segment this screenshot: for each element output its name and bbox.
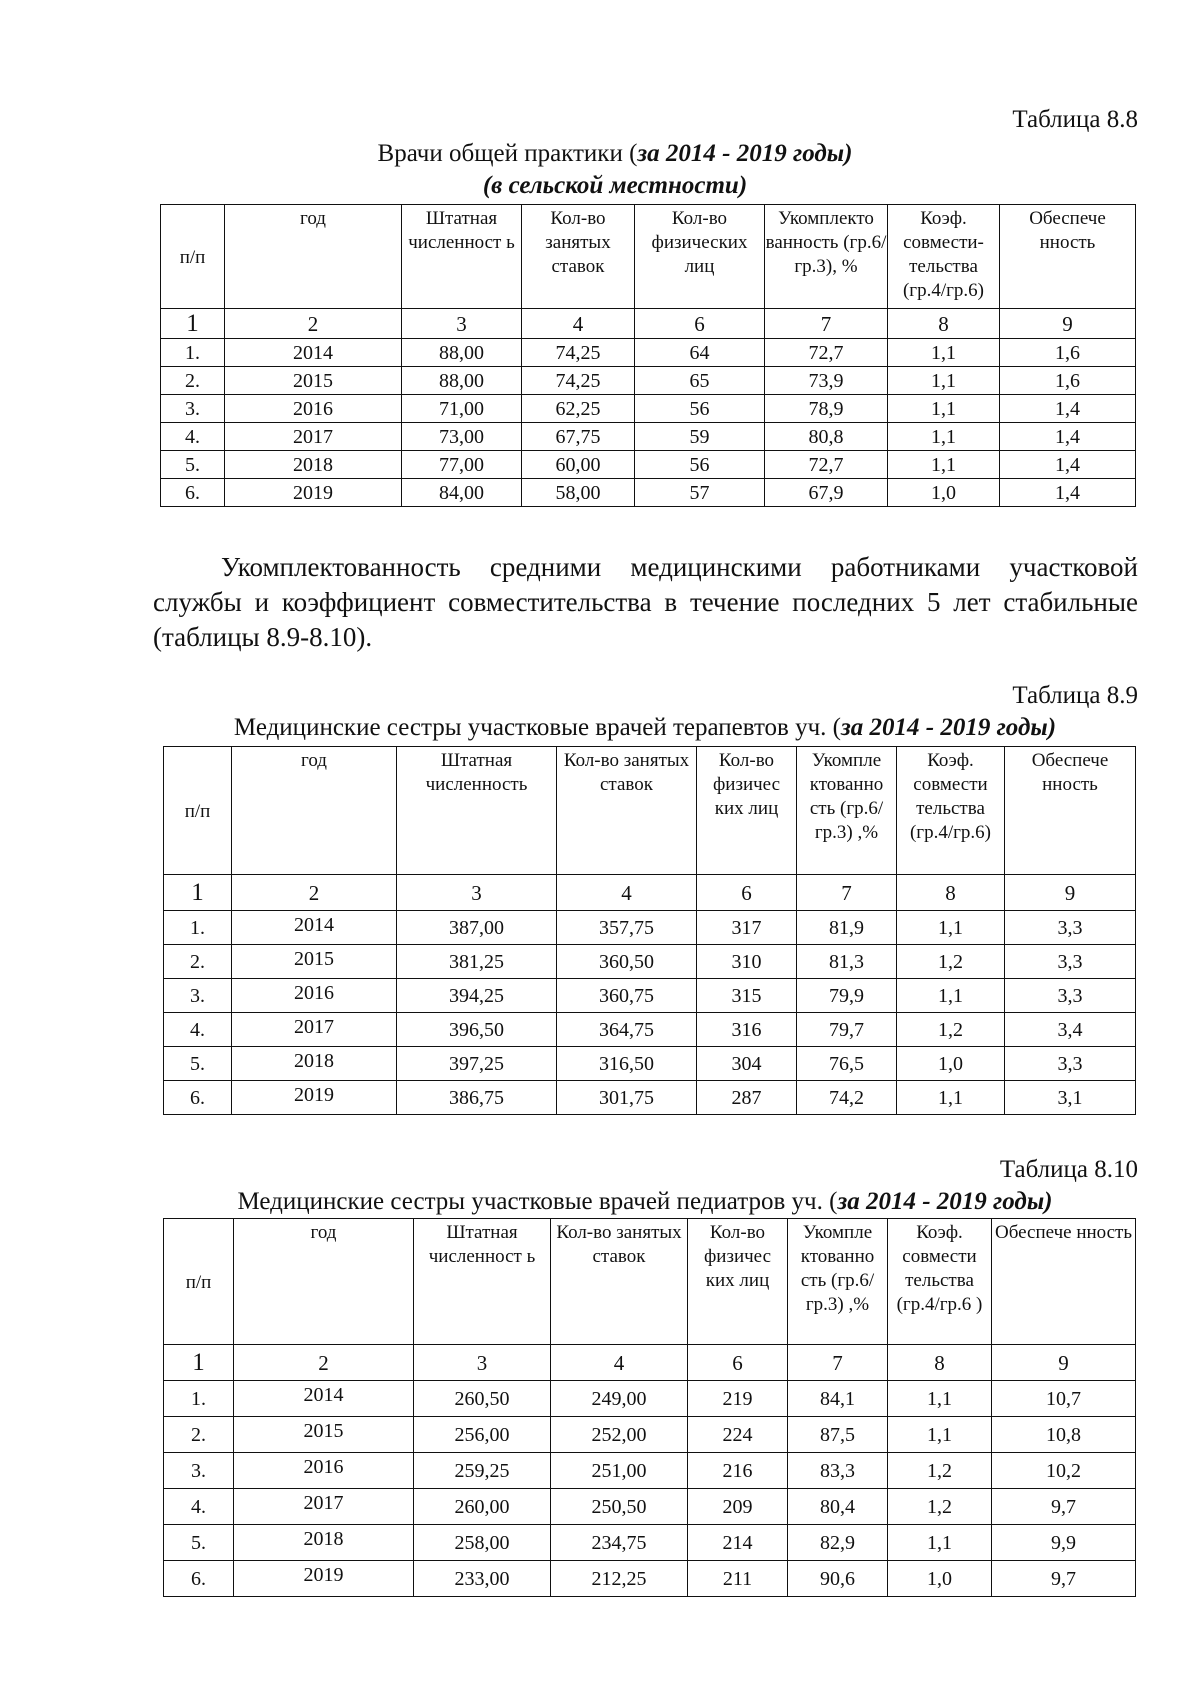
table-cell: 3,3 xyxy=(1005,979,1136,1013)
table-cell: 67,75 xyxy=(522,423,635,451)
table-8-9 xyxy=(163,746,1136,1115)
table-cell: 317 xyxy=(697,911,797,945)
table-cell: 249,00 xyxy=(551,1381,688,1417)
table-cell: 87,5 xyxy=(788,1417,888,1453)
table-cell: 2018 xyxy=(225,451,402,479)
table-row xyxy=(164,1381,1136,1417)
header-cell: Коэф. совмести тельства (гр.4/гр.6 ) xyxy=(888,1219,992,1345)
table-cell: 59 xyxy=(635,423,765,451)
table-cell: 2014 xyxy=(232,911,397,945)
table-title-text: Медицинские сестры участковые врачей терапевтов уч. ( xyxy=(233,714,841,741)
table-cell: 2018 xyxy=(232,1047,397,1081)
table-cell: 2016 xyxy=(234,1453,414,1489)
column-number-cell: 1 xyxy=(164,1345,234,1381)
table-cell: 79,9 xyxy=(797,979,897,1013)
header-cell: п/п xyxy=(164,747,232,875)
column-number-row xyxy=(164,1345,1136,1381)
table-cell: 2016 xyxy=(232,979,397,1013)
table-cell: 1,4 xyxy=(1000,479,1136,507)
column-number-row xyxy=(164,875,1136,911)
table-cell: 4. xyxy=(161,423,225,451)
table-cell: 56 xyxy=(635,395,765,423)
header-cell: п/п xyxy=(161,205,225,309)
table-cell: 74,25 xyxy=(522,367,635,395)
table-cell: 2019 xyxy=(232,1081,397,1115)
header-cell: год xyxy=(232,747,397,875)
table-cell: 77,00 xyxy=(402,451,522,479)
column-number-cell: 3 xyxy=(397,875,557,911)
table-cell: 315 xyxy=(697,979,797,1013)
table-cell: 1,2 xyxy=(888,1489,992,1525)
table-subtitle xyxy=(300,172,930,200)
table-title-text: Медицинские сестры участковые врачей педиатров уч. ( xyxy=(237,1188,838,1215)
table-cell: 58,00 xyxy=(522,479,635,507)
table-cell: 1,6 xyxy=(1000,367,1136,395)
table-cell: 78,9 xyxy=(765,395,888,423)
table-row xyxy=(164,979,1136,1013)
table-row xyxy=(164,1453,1136,1489)
table-cell: 252,00 xyxy=(551,1417,688,1453)
table-cell: 233,00 xyxy=(414,1561,551,1597)
header-cell: Штатная численность xyxy=(397,747,557,875)
table-number: Таблица 8.8 xyxy=(1012,106,1138,133)
table-cell: 6. xyxy=(161,479,225,507)
table-cell: 60,00 xyxy=(522,451,635,479)
column-number-cell: 6 xyxy=(635,309,765,339)
table-cell: 67,9 xyxy=(765,479,888,507)
column-number-cell: 8 xyxy=(888,1345,992,1381)
table-cell: 304 xyxy=(697,1047,797,1081)
header-row xyxy=(164,1219,1136,1345)
header-cell: Кол-во занятых ставок xyxy=(557,747,697,875)
table-cell: 73,00 xyxy=(402,423,522,451)
table-cell: 360,50 xyxy=(557,945,697,979)
header-cell: Штатная численност ь xyxy=(414,1219,551,1345)
column-number-cell: 4 xyxy=(551,1345,688,1381)
table-cell: 259,25 xyxy=(414,1453,551,1489)
header-cell: год xyxy=(225,205,402,309)
table-cell: 1,0 xyxy=(888,479,1000,507)
table-cell: 83,3 xyxy=(788,1453,888,1489)
table-cell: 1,0 xyxy=(897,1047,1005,1081)
table-cell: 1. xyxy=(164,1381,234,1417)
table-cell: 2019 xyxy=(234,1561,414,1597)
table-cell: 387,00 xyxy=(397,911,557,945)
header-cell: год xyxy=(234,1219,414,1345)
table-cell: 301,75 xyxy=(557,1081,697,1115)
column-number-cell: 4 xyxy=(522,309,635,339)
table-row xyxy=(164,1013,1136,1047)
table-subtitle-text: (в сельской местности) xyxy=(482,172,748,199)
header-cell: Кол-во физических лиц xyxy=(635,205,765,309)
table-cell: 88,00 xyxy=(402,367,522,395)
table-cell: 251,00 xyxy=(551,1453,688,1489)
table-cell: 9,7 xyxy=(992,1489,1136,1525)
table-cell: 5. xyxy=(161,451,225,479)
table-cell: 1,1 xyxy=(888,339,1000,367)
table-cell: 1,1 xyxy=(888,1417,992,1453)
table-cell: 1,1 xyxy=(888,1381,992,1417)
body-paragraph xyxy=(153,550,1138,655)
table-cell: 212,25 xyxy=(551,1561,688,1597)
column-number-cell: 1 xyxy=(161,309,225,339)
table-title-period: за 2014 - 2019 годы) xyxy=(637,140,853,167)
table-cell: 2. xyxy=(164,945,232,979)
table-cell: 357,75 xyxy=(557,911,697,945)
table-row xyxy=(161,339,1136,367)
table-row xyxy=(161,423,1136,451)
header-cell: Обеспече нность xyxy=(1000,205,1136,309)
table-cell: 1,4 xyxy=(1000,451,1136,479)
table-cell: 5. xyxy=(164,1525,234,1561)
table-cell: 397,25 xyxy=(397,1047,557,1081)
table-cell: 3. xyxy=(161,395,225,423)
column-number-cell: 8 xyxy=(897,875,1005,911)
table-cell: 10,8 xyxy=(992,1417,1136,1453)
table-cell: 381,25 xyxy=(397,945,557,979)
table-cell: 2015 xyxy=(232,945,397,979)
header-cell: Укомпле ктованно сть (гр.6/гр.3) ,% xyxy=(797,747,897,875)
header-cell: Укомпле ктованно сть (гр.6/гр.3) ,% xyxy=(788,1219,888,1345)
table-cell: 64 xyxy=(635,339,765,367)
table-cell: 57 xyxy=(635,479,765,507)
table-cell: 2014 xyxy=(225,339,402,367)
table-cell: 80,4 xyxy=(788,1489,888,1525)
table-cell: 234,75 xyxy=(551,1525,688,1561)
table-cell: 260,00 xyxy=(414,1489,551,1525)
table-cell: 84,00 xyxy=(402,479,522,507)
column-number-cell: 2 xyxy=(232,875,397,911)
table-row xyxy=(164,1081,1136,1115)
table-cell: 71,00 xyxy=(402,395,522,423)
table-cell: 1,4 xyxy=(1000,395,1136,423)
table-cell: 5. xyxy=(164,1047,232,1081)
column-number-cell: 1 xyxy=(164,875,232,911)
table-title xyxy=(160,714,1130,742)
table-row xyxy=(164,1047,1136,1081)
table-cell: 3,3 xyxy=(1005,911,1136,945)
column-number-cell: 9 xyxy=(1005,875,1136,911)
table-cell: 76,5 xyxy=(797,1047,897,1081)
table-cell: 81,3 xyxy=(797,945,897,979)
table-cell: 3,3 xyxy=(1005,1047,1136,1081)
column-number-row xyxy=(161,309,1136,339)
table-cell: 1,0 xyxy=(888,1561,992,1597)
table-cell: 1,1 xyxy=(888,451,1000,479)
table-cell: 1. xyxy=(161,339,225,367)
table-title-text: Врачи общей практики ( xyxy=(377,140,638,167)
table-number: Таблица 8.10 xyxy=(999,1156,1138,1183)
table-cell: 2014 xyxy=(234,1381,414,1417)
table-cell: 287 xyxy=(697,1081,797,1115)
table-cell: 1,1 xyxy=(897,911,1005,945)
table-cell: 10,7 xyxy=(992,1381,1136,1417)
table-cell: 360,75 xyxy=(557,979,697,1013)
table-cell: 4. xyxy=(164,1013,232,1047)
header-cell: Коэф. совмести тельства (гр.4/гр.6) xyxy=(897,747,1005,875)
table-row xyxy=(164,1417,1136,1453)
table-cell: 258,00 xyxy=(414,1525,551,1561)
table-cell: 80,8 xyxy=(765,423,888,451)
table-cell: 316 xyxy=(697,1013,797,1047)
table-row xyxy=(164,945,1136,979)
table-cell: 1,2 xyxy=(888,1453,992,1489)
table-cell: 316,50 xyxy=(557,1047,697,1081)
table-cell: 62,25 xyxy=(522,395,635,423)
table-cell: 6. xyxy=(164,1081,232,1115)
table-row xyxy=(161,367,1136,395)
table-cell: 214 xyxy=(688,1525,788,1561)
column-number-cell: 4 xyxy=(557,875,697,911)
table-title xyxy=(160,1188,1130,1216)
header-cell: Коэф. совмести- тельства (гр.4/гр.6) xyxy=(888,205,1000,309)
table-cell: 310 xyxy=(697,945,797,979)
header-cell: Обеспече нность xyxy=(1005,747,1136,875)
table-cell: 88,00 xyxy=(402,339,522,367)
table-cell: 3. xyxy=(164,1453,234,1489)
table-cell: 72,7 xyxy=(765,339,888,367)
table-cell: 396,50 xyxy=(397,1013,557,1047)
header-cell: п/п xyxy=(164,1219,234,1345)
table-row xyxy=(164,911,1136,945)
column-number-cell: 6 xyxy=(688,1345,788,1381)
table-cell: 394,25 xyxy=(397,979,557,1013)
header-row xyxy=(161,205,1136,309)
table-cell: 1,2 xyxy=(897,1013,1005,1047)
table-cell: 224 xyxy=(688,1417,788,1453)
table-cell: 1. xyxy=(164,911,232,945)
header-cell: Штатная численност ь xyxy=(402,205,522,309)
table-cell: 10,2 xyxy=(992,1453,1136,1489)
table-cell: 6. xyxy=(164,1561,234,1597)
table-cell: 2. xyxy=(161,367,225,395)
table-title xyxy=(300,140,930,168)
table-cell: 74,25 xyxy=(522,339,635,367)
table-cell: 2015 xyxy=(225,367,402,395)
table-cell: 74,2 xyxy=(797,1081,897,1115)
table-cell: 2. xyxy=(164,1417,234,1453)
table-cell: 56 xyxy=(635,451,765,479)
table-title-period: за 2014 - 2019 годы) xyxy=(841,714,1057,741)
column-number-cell: 3 xyxy=(402,309,522,339)
header-cell: Кол-во физичес ких лиц xyxy=(697,747,797,875)
table-cell: 1,1 xyxy=(888,367,1000,395)
header-cell: Укомплекто ванность (гр.6/гр.3), % xyxy=(765,205,888,309)
table-cell: 209 xyxy=(688,1489,788,1525)
table-cell: 2015 xyxy=(234,1417,414,1453)
header-cell: Кол-во занятых ставок xyxy=(522,205,635,309)
table-cell: 386,75 xyxy=(397,1081,557,1115)
table-cell: 216 xyxy=(688,1453,788,1489)
column-number-cell: 7 xyxy=(788,1345,888,1381)
table-cell: 72,7 xyxy=(765,451,888,479)
column-number-cell: 9 xyxy=(1000,309,1136,339)
table-row xyxy=(164,1561,1136,1597)
table-number: Таблица 8.9 xyxy=(1012,682,1138,709)
table-cell: 82,9 xyxy=(788,1525,888,1561)
table-cell: 260,50 xyxy=(414,1381,551,1417)
table-cell: 90,6 xyxy=(788,1561,888,1597)
table-cell: 1,4 xyxy=(1000,423,1136,451)
table-row xyxy=(161,395,1136,423)
header-cell: Кол-во занятых ставок xyxy=(551,1219,688,1345)
table-cell: 73,9 xyxy=(765,367,888,395)
table-cell: 2018 xyxy=(234,1525,414,1561)
table-cell: 1,1 xyxy=(888,423,1000,451)
table-cell: 84,1 xyxy=(788,1381,888,1417)
column-number-cell: 7 xyxy=(797,875,897,911)
table-cell: 2019 xyxy=(225,479,402,507)
table-cell: 9,7 xyxy=(992,1561,1136,1597)
table-cell: 81,9 xyxy=(797,911,897,945)
table-cell: 9,9 xyxy=(992,1525,1136,1561)
table-cell: 219 xyxy=(688,1381,788,1417)
table-row xyxy=(161,451,1136,479)
column-number-cell: 8 xyxy=(888,309,1000,339)
table-8-8 xyxy=(160,204,1136,507)
table-cell: 211 xyxy=(688,1561,788,1597)
column-number-cell: 2 xyxy=(225,309,402,339)
table-cell: 4. xyxy=(164,1489,234,1525)
table-cell: 3. xyxy=(164,979,232,1013)
column-number-cell: 3 xyxy=(414,1345,551,1381)
column-number-cell: 7 xyxy=(765,309,888,339)
table-cell: 1,2 xyxy=(897,945,1005,979)
table-cell: 1,1 xyxy=(888,1525,992,1561)
table-cell: 1,6 xyxy=(1000,339,1136,367)
header-cell: Кол-во физичес ких лиц xyxy=(688,1219,788,1345)
table-row xyxy=(161,479,1136,507)
column-number-cell: 2 xyxy=(234,1345,414,1381)
table-row xyxy=(164,1489,1136,1525)
table-cell: 364,75 xyxy=(557,1013,697,1047)
table-row xyxy=(164,1525,1136,1561)
table-cell: 2017 xyxy=(225,423,402,451)
column-number-cell: 6 xyxy=(697,875,797,911)
header-row xyxy=(164,747,1136,875)
paragraph-text: Укомплектованность средними медицинскими работниками участковой службы и коэффициент совместительства в течение последних 5 лет стабильные (таблицы 8.9-8.10). xyxy=(153,552,1138,652)
table-cell: 3,3 xyxy=(1005,945,1136,979)
table-cell: 3,4 xyxy=(1005,1013,1136,1047)
table-cell: 65 xyxy=(635,367,765,395)
column-number-cell: 9 xyxy=(992,1345,1136,1381)
table-cell: 250,50 xyxy=(551,1489,688,1525)
table-cell: 256,00 xyxy=(414,1417,551,1453)
table-title-period: за 2014 - 2019 годы) xyxy=(837,1188,1053,1215)
table-8-10 xyxy=(163,1218,1136,1597)
table-cell: 1,1 xyxy=(897,1081,1005,1115)
table-cell: 2017 xyxy=(232,1013,397,1047)
table-cell: 3,1 xyxy=(1005,1081,1136,1115)
table-cell: 2016 xyxy=(225,395,402,423)
table-cell: 79,7 xyxy=(797,1013,897,1047)
table-cell: 1,1 xyxy=(888,395,1000,423)
table-cell: 1,1 xyxy=(897,979,1005,1013)
header-cell: Обеспече нность xyxy=(992,1219,1136,1345)
table-cell: 2017 xyxy=(234,1489,414,1525)
